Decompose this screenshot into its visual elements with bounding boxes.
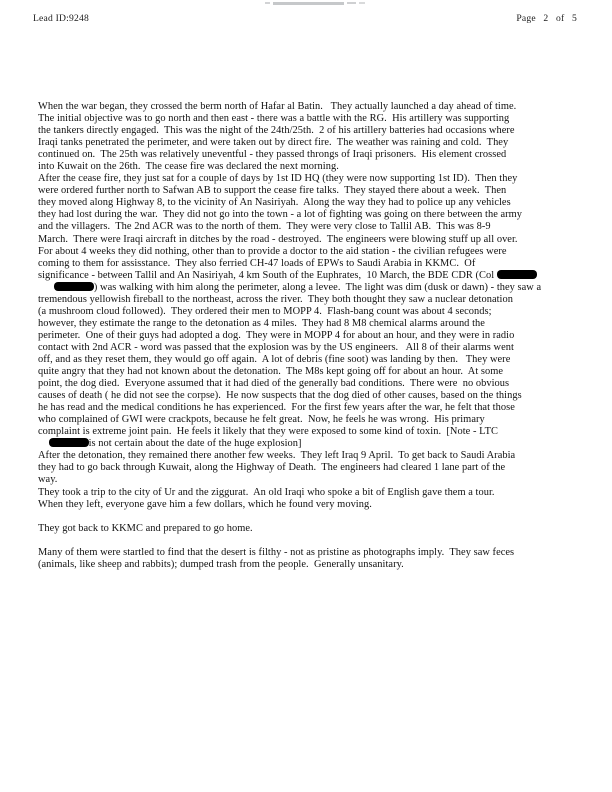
- document-line: is not certain about the date of the huge explosion]: [38, 438, 583, 450]
- document-body: [38, 101, 583, 571]
- document-line: and the villagers. The 2nd ACR was to the north of them. They were very close to Tallil AB. This was 8-9: [38, 221, 491, 233]
- document-line: causes of death ( he did not see the corpse). He now suspects that the dog died of other causes, based on the things: [38, 390, 522, 402]
- document-line: After the cease fire, they just sat for a couple of days by 1st ID HQ (they were now supporting 1st ID). Then they: [38, 173, 518, 185]
- redaction-bar: [54, 282, 94, 291]
- document-line: into Kuwait on the 26th. The cease fire was declared the next morning.: [38, 161, 339, 173]
- document-line: the tankers directly engaged. This was the night of the 24th/25th. 2 of his artillery batteries had occasions where: [38, 125, 515, 137]
- document-line: they moved along Highway 8, to the vicinity of An Nasiriyah. Along the way they had to police up any vehicles: [38, 197, 511, 209]
- document-line: quite angry that they had not known about the detonation. The M8s kept going off for about an hour. At some: [38, 366, 504, 378]
- redaction-bar: [49, 438, 89, 447]
- document-line: [38, 511, 583, 523]
- document-line: were ordered further north to Safwan AB to support the cease fire talks. They stayed there about a week. Then: [38, 185, 507, 197]
- document-line: who complained of GWI were crackpots, because he felt great. Now, he feels he was wrong. His primary: [38, 414, 485, 426]
- scan-artifact-dash: [273, 2, 344, 5]
- document-line: When the war began, they crossed the berm north of Hafar al Batin. They actually launched a day ahead of time.: [38, 101, 517, 112]
- document-line: [38, 535, 583, 547]
- document-line: (animals, like sheep and rabbits); dumped trash from the people. Generally unsanitary.: [38, 558, 404, 570]
- document-line: When they left, everyone gave him a few dollars, which he found very moving.: [38, 498, 372, 510]
- page-number-label: Page 2 of 5: [516, 13, 577, 24]
- document-line: however, they estimate the range to the detonation as 4 miles. They had 8 M8 chemical alarms around the: [38, 317, 485, 329]
- document-line: way.: [38, 474, 58, 486]
- document-line: ) was walking with him along the perimeter, along a levee. The light was dim (dusk or dawn) - they saw a: [38, 282, 583, 294]
- redaction-bar: [497, 270, 537, 279]
- document-line: continued on. The 25th was relatively uneventful - they passed throngs of Iraqi prisoners. His element crossed: [38, 149, 507, 161]
- document-line: contact with 2nd ACR - word was passed that the explosion was by the US engineers. All 8 of their alarms went: [38, 341, 514, 353]
- scan-artifact-dash: [265, 2, 270, 4]
- document-line: perimeter. One of their guys had adopted a dog. They were in MOPP 4 for about an hour, and they were in radio: [38, 329, 515, 341]
- scan-artifact-dash: [359, 2, 365, 4]
- document-line: After the detonation, they remained there another few weeks. They left Iraq 9 April. To get back to Saudi Arabia: [38, 450, 516, 462]
- document-line: point, the dog died. Everyone assumed that it had died of the generally bad conditions. There were no obvious: [38, 378, 510, 390]
- document-line: Iraqi tanks penetrated the perimeter, and were taken out by direct fire. The weather was raining and cold. They: [38, 137, 509, 149]
- document-line: they had lost during the war. They did not go into the town - a lot of fighting was going on there between the army: [38, 209, 523, 221]
- document-line: coming to them for assisstance. They also ferried CH-47 loads of EPWs to Saudi Arabia in KKMC. Of: [38, 257, 476, 269]
- document-line: significance - between Tallil and An Nasiriyah, 4 km South of the Euphrates, 10 March, the BDE CDR (Col: [38, 270, 583, 282]
- document-line: They got back to KKMC and prepared to go home.: [38, 522, 253, 534]
- document-line: The initial objective was to go north and then east - there was a battle with the RG. His artillery was supporting: [38, 113, 510, 125]
- document-line: Many of them were startled to find that the desert is filthy - not as pristine as photographs imply. They saw feces: [38, 546, 515, 558]
- document-line: they had to go back through Kuwait, along the Highway of Death. The engineers had cleared 1 lane part of the: [38, 462, 506, 474]
- document-line: tremendous yellowish fireball to the northeast, across the river. They both thought they saw a nuclear detonation: [38, 293, 513, 305]
- document-line: off, and as they reset them, they would go off again. A lot of debris (fine soot) was landing by then. They were: [38, 353, 511, 365]
- document-line: For about 4 weeks they did nothing, other than to provide a doctor to the aid station - the civilian refugees were: [38, 245, 507, 257]
- document-line: he has read and the medical conditions he has experienced. For the first few years after the war, he felt that those: [38, 402, 515, 414]
- lead-id-label: Lead ID:9248: [33, 13, 89, 24]
- document-line: complaint is extreme joint pain. He feels it likely that they were exposed to some kind of toxin. [Note - LTC: [38, 426, 498, 438]
- document-line: March. There were Iraqi aircraft in ditches by the road - destroyed. The engineers were blowing stuff up all over.: [38, 233, 518, 245]
- document-line: (a mushroom cloud followed). They ordered their men to MOPP 4. Flash-bang count was about 4 seconds;: [38, 305, 492, 317]
- document-line: They took a trip to the city of Ur and the ziggurat. An old Iraqi who spoke a bit of English gave them a tour.: [38, 486, 495, 498]
- scan-artifact-dash: [347, 2, 356, 4]
